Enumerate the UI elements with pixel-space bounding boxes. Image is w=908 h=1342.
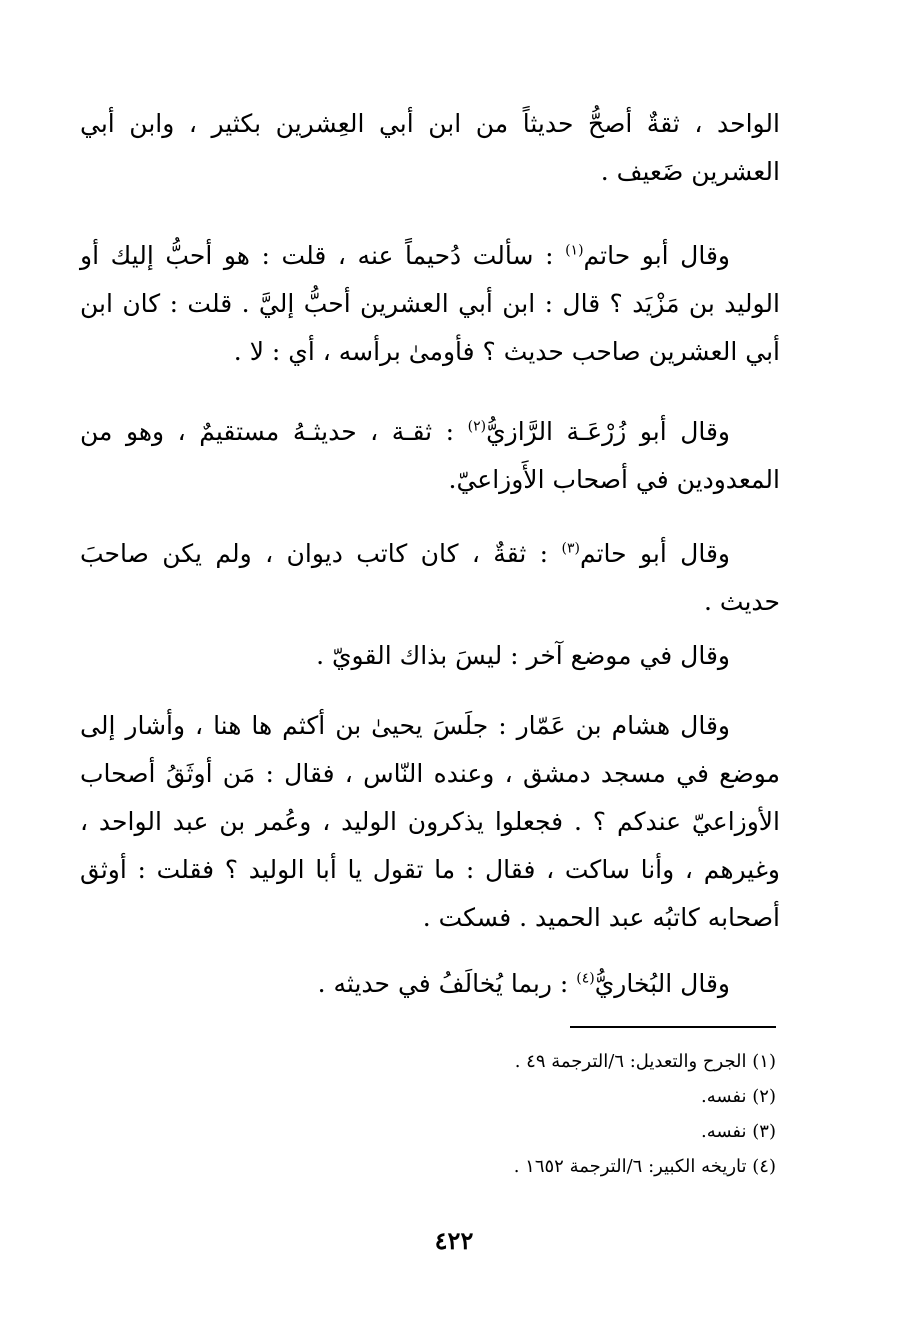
paragraph-2-text: [80, 232, 780, 376]
paragraph-1-text: الواحد ، ثقةٌ أصحُّ حديثاً من ابن أبي العِشرين بكثير ، وابن أبي العشرين ضَعيف .: [80, 109, 780, 186]
footnote-1: (١) الجرح والتعديل: ٦/الترجمة ٤٩ .: [514, 1051, 776, 1072]
paragraph-7-text: [80, 960, 780, 1008]
paragraph-4-body: : ثقةٌ ، كان كاتب ديوان ، ولم يكن صاحبَ حديث .: [80, 539, 780, 616]
paragraph-3-text: [80, 408, 780, 504]
footnote-ref-1: (١): [565, 242, 584, 259]
paragraph-7-lead: وقال البُخاريُّ: [594, 969, 730, 998]
paragraph-3: [80, 408, 780, 504]
paragraph-2-lead: وقال أبو حاتم: [583, 241, 730, 270]
footnote-ref-3: (٣): [561, 540, 580, 557]
paragraph-4: [80, 530, 780, 626]
footnotes: [300, 1044, 776, 1184]
footnote-separator: [570, 1026, 776, 1028]
paragraph-7-body: : ربما يُخالَفُ في حديثه .: [317, 969, 577, 998]
footnote-ref-2: (٢): [467, 418, 487, 435]
paragraph-5-text: وقال في موضع آخر : ليسَ بذاك القويّ .: [316, 641, 730, 670]
paragraph-7: [80, 960, 780, 1008]
footnote-3: (٣) نفسه.: [701, 1121, 776, 1142]
paragraph-6-text: وقال هشام بن عَمّار : جلَسَ يحيىٰ بن أكثم ها هنا ، وأشار إلى موضع في مسجد دمشق ، وعنده النّاس ، فقال : مَن أوثَقُ أصحاب الأوزاعيّ عندكم ؟ . فجعلوا يذكرون الوليد ، وعُمر بن عبد الواحد ، وغيرهم ، وأنا ساكت ، فقال : ما تقول يا أبا الوليد ؟ فقلت : أوثق أصحابه كاتبُه عبد الحميد . فسكت .: [80, 711, 780, 932]
paragraph-2-body: : سألت دُحيماً عنه ، قلت : هو أحبُّ إليك أو الوليد بن مَزْيَد ؟ قال : ابن أبي العشرين أحبُّ إليَّ . قلت : كان ابن أبي العشرين صاحب حديث ؟ فأومىٰ برأسه ، أي : لا .: [80, 241, 780, 366]
paragraph-2: [80, 232, 780, 376]
paragraph-6: [80, 702, 780, 942]
footnote-ref-4: (٤): [576, 970, 595, 987]
paragraph-5: [80, 632, 780, 680]
page-number: ٤٢٢: [434, 1226, 474, 1255]
paragraph-4-lead: وقال أبو حاتم: [579, 539, 730, 568]
paragraph-1: [80, 100, 780, 196]
paragraph-4-text: [80, 530, 780, 626]
footnote-2: (٢) نفسه.: [701, 1086, 776, 1107]
footnote-4: (٤) تاريخه الكبير: ٦/الترجمة ١٦٥٢ .: [513, 1156, 776, 1177]
paragraph-3-lead: وقال أبو زُرْعَـة الرَّازيُّ: [486, 417, 731, 446]
paragraph-3-body: : ثقـة ، حديثـهُ مستقيمٌ ، وهو من المعدودين في أصحاب الأَوزاعيّ.: [80, 417, 780, 494]
